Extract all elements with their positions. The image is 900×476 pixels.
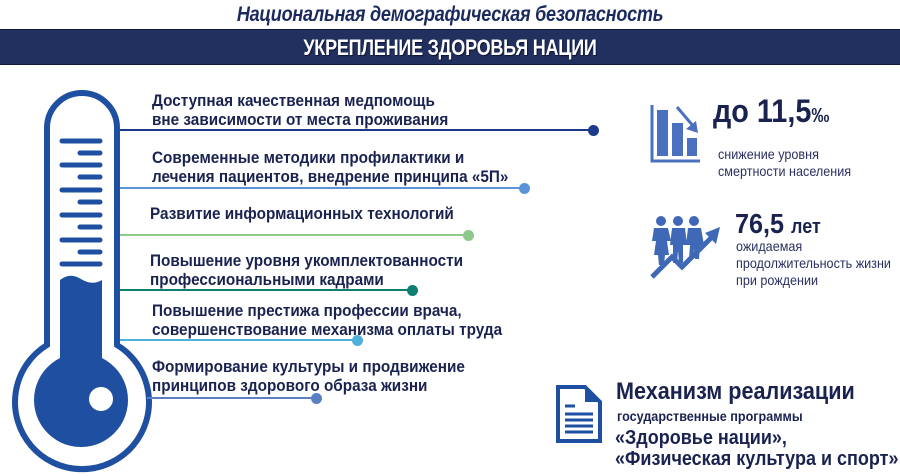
bullet-dot-2 (519, 183, 530, 194)
item-1-line1: Доступная качественная медпомощь (152, 91, 435, 110)
life-expectancy-desc-line2: продолжительность жизни (736, 255, 891, 271)
life-expectancy-desc-line3: при рождении (736, 272, 819, 288)
item-2-line1: Современные методики профилактики и (152, 148, 465, 167)
mechanism-program-2: «Физическая культура и спорт» (615, 448, 899, 470)
life-expectancy-unit: лет (791, 216, 821, 238)
item-4-line1: Повышение уровня укомплектованности (150, 251, 464, 270)
connector-line-5 (120, 339, 355, 341)
mortality-desc-line1: снижение уровня (718, 146, 819, 162)
mechanism-program-1: «Здоровье нации», (615, 427, 787, 449)
connector-line-4 (120, 289, 410, 291)
item-1 (152, 91, 448, 129)
connector-line-1 (120, 129, 590, 131)
connector-line-6 (147, 397, 314, 399)
declining-bar-chart-icon (650, 105, 702, 163)
mortality-desc (718, 146, 851, 180)
item-6-line1: Формирование культуры и продвижение (152, 357, 465, 376)
mechanism-subtitle: государственные программы (617, 408, 803, 424)
mortality-unit: ‰ (811, 105, 830, 127)
mechanism-title: Механизм реализации (616, 378, 855, 405)
item-2 (152, 148, 508, 186)
item-3-line1: Развитие информационных технологий (150, 204, 454, 223)
document-icon (555, 384, 603, 444)
item-2-line2: лечения пациентов, внедрение принципа «5П» (152, 167, 509, 186)
life-expectancy-desc-line1: ожидаемая (736, 238, 803, 254)
people-growth-icon (650, 215, 722, 281)
page-title: УКРЕПЛЕНИЕ ЗДОРОВЬЯ НАЦИИ (303, 35, 597, 60)
item-6 (152, 357, 465, 395)
life-expectancy-desc (736, 238, 891, 289)
thermometer-icon (0, 90, 160, 476)
item-3 (150, 204, 454, 223)
item-5-line2: совершенствование механизма оплаты труда (152, 320, 503, 339)
life-expectancy-stat (735, 208, 821, 240)
item-5-line1: Повышение престижа профессии врача, (152, 301, 462, 320)
item-5 (152, 301, 502, 339)
item-4 (150, 251, 463, 289)
life-expectancy-value: 76,5 (735, 208, 785, 239)
mortality-desc-line2: смертности населения (718, 163, 852, 179)
item-6-line2: принципов здорового образа жизни (152, 376, 428, 395)
connector-line-3 (120, 234, 466, 236)
mortality-value: до 11,5 (713, 93, 812, 129)
bullet-dot-1 (588, 125, 599, 136)
item-1-line2: вне зависимости от места проживания (152, 110, 449, 129)
bullet-dot-3 (463, 230, 474, 241)
title-banner (0, 29, 900, 65)
page-subtitle: Национальная демографическая безопасность (236, 3, 664, 26)
connector-line-2 (120, 187, 522, 189)
item-4-line2: профессиональными кадрами (150, 270, 384, 289)
mortality-stat (713, 93, 829, 130)
